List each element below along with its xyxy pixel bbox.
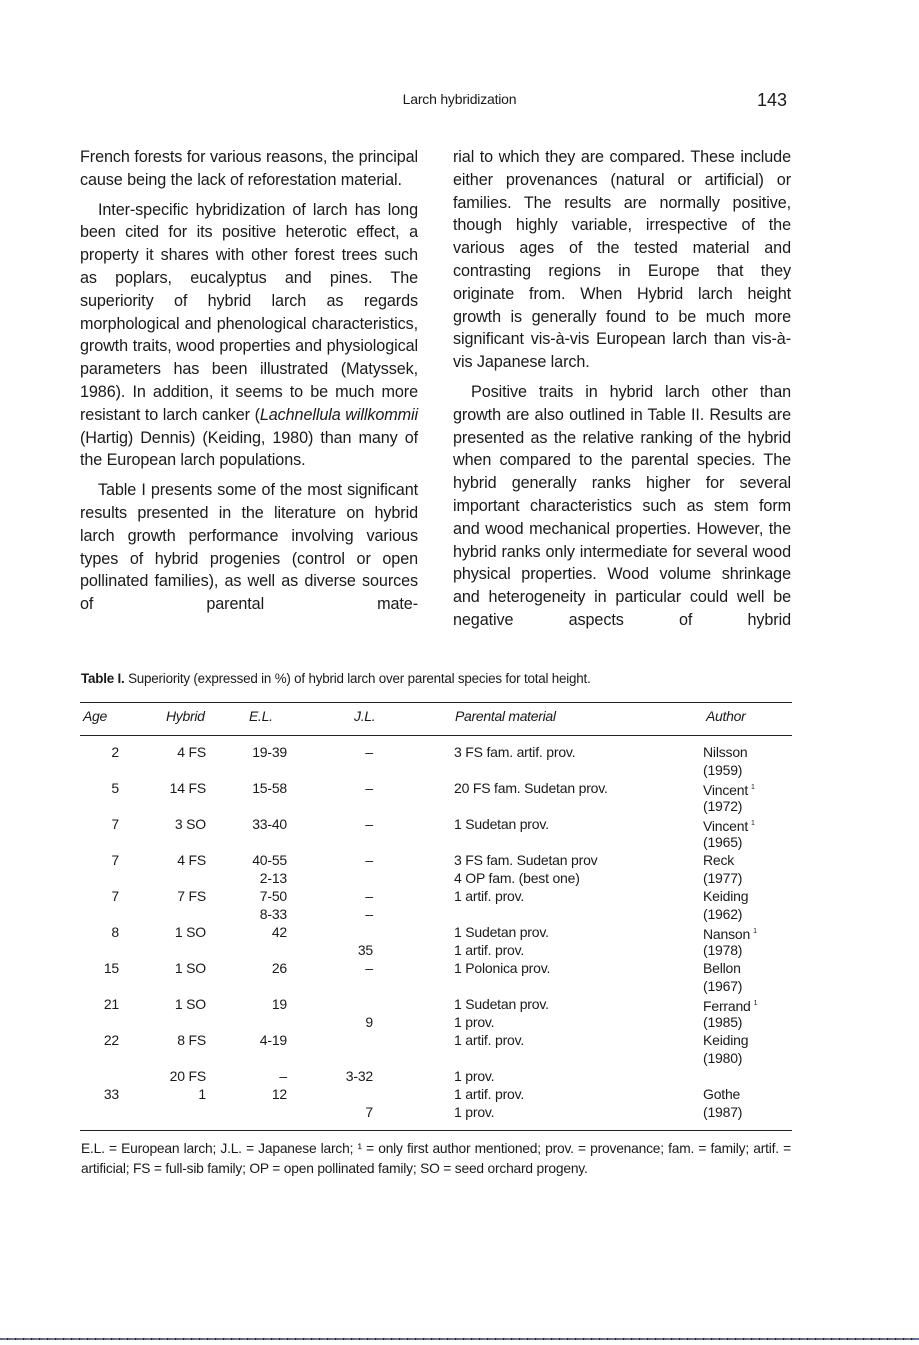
table-row	[0, 905, 919, 923]
cell-author	[703, 869, 742, 887]
header-jl: J.L.	[354, 708, 376, 724]
author-name: (1962)	[703, 906, 743, 922]
cell-jl: 7	[365, 1104, 373, 1120]
cell-age: 7	[111, 852, 119, 868]
cell-el: 26	[271, 960, 287, 976]
cell-author	[703, 923, 757, 943]
table-row	[0, 851, 919, 869]
header-hybrid: Hybrid	[166, 708, 205, 724]
table-row	[0, 869, 919, 887]
cell-age: 7	[111, 888, 119, 904]
cell-parental: 1 prov.	[454, 1014, 495, 1030]
author-name: Reck	[703, 852, 735, 868]
author-name: (1980)	[703, 1050, 743, 1066]
cell-parental: 1 artif. prov.	[454, 1032, 525, 1048]
cell-author	[703, 815, 755, 835]
cell-jl: –	[365, 780, 373, 796]
author-name: Vincent	[703, 782, 749, 798]
author-name: (1972)	[703, 798, 743, 814]
cell-parental: 1 Sudetan prov.	[454, 996, 549, 1012]
cell-age: 8	[111, 924, 119, 940]
author-name: (1985)	[703, 1014, 743, 1030]
running-title: Larch hybridization	[402, 91, 517, 107]
cell-hybrid: 1 SO	[174, 960, 206, 976]
header-parental: Parental material	[455, 708, 556, 724]
cell-author	[703, 797, 742, 815]
cell-author	[703, 977, 742, 995]
paragraph: rial to which they are compared. These include either provenances (natural or artificial) or families. The results are normally positive, though highly variable, irrespective of the various ages of the tested material and contrasting regions in Europe that they originate from. When Hybrid larch height growth is generally found to be much more significant vis-à-vis European larch than vis-à-vis Japanese larch.	[453, 148, 791, 372]
cell-jl: –	[365, 852, 373, 868]
cell-parental: 1 artif. prov.	[454, 888, 525, 904]
page-number: 143	[757, 90, 788, 110]
cell-author	[703, 743, 748, 761]
table-header-rule	[80, 735, 792, 736]
author-name: (1977)	[703, 870, 743, 886]
cell-age: 7	[111, 816, 119, 832]
cell-jl: –	[365, 816, 373, 832]
author-name: (1959)	[703, 762, 743, 778]
cell-el: 2-13	[259, 870, 287, 886]
cell-jl: 9	[365, 1014, 373, 1030]
cell-parental: 1 Sudetan prov.	[454, 924, 549, 940]
footnote-marker: 1	[751, 784, 755, 791]
cell-parental: 1 prov.	[454, 1068, 495, 1084]
cell-jl: –	[365, 744, 373, 760]
cell-hybrid: 4 FS	[177, 852, 206, 868]
cell-parental: 1 Polonica prov.	[454, 960, 551, 976]
left-column	[80, 146, 418, 616]
cell-parental: 20 FS fam. Sudetan prov.	[454, 780, 608, 796]
cell-jl: –	[365, 906, 373, 922]
cell-el: 8-33	[259, 906, 287, 922]
cell-el: –	[279, 1068, 287, 1084]
author-name: Ferrand	[703, 998, 751, 1014]
scan-artifact-line	[0, 1338, 919, 1340]
table-caption	[81, 671, 591, 686]
cell-hybrid: 3 SO	[174, 816, 206, 832]
cell-author	[703, 1013, 742, 1031]
table-row	[0, 761, 919, 779]
table-row	[0, 1031, 919, 1049]
cell-age: 22	[103, 1032, 119, 1048]
table-row	[0, 1049, 919, 1067]
cell-hybrid: 8 FS	[177, 1032, 206, 1048]
cell-jl: 35	[357, 942, 373, 958]
cell-el: 7-50	[259, 888, 287, 904]
cell-parental: 3 FS fam. Sudetan prov	[454, 852, 598, 868]
table-row	[0, 1103, 919, 1121]
table-caption-text: Superiority (expressed in %) of hybrid larch over parental species for total height.	[124, 671, 591, 686]
cell-author	[703, 851, 734, 869]
table-row	[0, 941, 919, 959]
header-el: E.L.	[249, 708, 273, 724]
cell-hybrid: 1 SO	[174, 924, 206, 940]
cell-author	[703, 833, 742, 851]
table-row	[0, 1067, 919, 1085]
cell-el: 15-58	[252, 780, 287, 796]
cell-hybrid: 1	[198, 1086, 206, 1102]
cell-author	[703, 941, 742, 959]
cell-el: 12	[271, 1086, 287, 1102]
cell-jl: –	[365, 888, 373, 904]
author-name: (1967)	[703, 978, 743, 994]
cell-hybrid: 14 FS	[169, 780, 206, 796]
cell-hybrid: 7 FS	[177, 888, 206, 904]
cell-parental: 3 FS fam. artif. prov.	[454, 744, 576, 760]
cell-author	[703, 1085, 740, 1103]
table-bottom-rule	[80, 1130, 792, 1131]
table-row	[0, 887, 919, 905]
table-row	[0, 797, 919, 815]
cell-author	[703, 779, 755, 799]
cell-parental: 1 artif. prov.	[454, 942, 525, 958]
author-name: Bellon	[703, 960, 741, 976]
table-row	[0, 1013, 919, 1031]
right-column	[453, 146, 791, 632]
table-caption-label: Table I.	[81, 671, 125, 686]
table-footnote: E.L. = European larch; J.L. = Japanese larch; ¹ = only first author mentioned; prov. = provenance; fam. = family; artif. = artificial; FS = full-sib family; OP = open pollinated family; SO = seed orchard progeny.	[81, 1141, 791, 1176]
paragraph	[80, 199, 418, 473]
cell-author	[703, 1031, 748, 1049]
cell-el: 19	[271, 996, 287, 1012]
cell-el: 19-39	[252, 744, 287, 760]
cell-hybrid: 20 FS	[169, 1068, 206, 1084]
cell-author	[703, 1049, 742, 1067]
cell-author	[703, 887, 748, 905]
author-name: (1965)	[703, 834, 743, 850]
cell-parental: 1 Sudetan prov.	[454, 816, 549, 832]
cell-parental: 1 artif. prov.	[454, 1086, 525, 1102]
header-age: Age	[83, 708, 108, 724]
cell-hybrid: 1 SO	[174, 996, 206, 1012]
cell-parental: 1 prov.	[454, 1104, 495, 1120]
author-name: Keiding	[703, 1032, 749, 1048]
table-row	[0, 1085, 919, 1103]
cell-author	[703, 995, 757, 1015]
paragraph: Positive traits in hybrid larch other than growth are also outlined in Table II. Results are presented as the relative ranking of the hybrid when compared to the parental species. The hybrid generally ranks higher for several important characteristics such as stem form and wood mechanical properties. However, the hybrid ranks only intermediate for several wood physical properties. Wood volume shrinkage and heterogeneity in particular could well be negative aspects of hybrid	[453, 382, 791, 629]
table-row	[0, 833, 919, 851]
paragraph-text: (Hartig) Dennis) (Keiding, 1980) than many of the European larch populations.	[80, 428, 418, 470]
paragraph-text: Inter-specific hybridization of larch has long been cited for its positive heterotic effect, a property it shares with other forest trees such as poplars, eucalyptus and pines. The superiority of hybrid larch as regards morphological and phenological characteristics, growth traits, wood properties and physiological parameters has been illustrated (Matyssek, 1986). In addition, it seems to be much more resistant to larch canker (	[80, 200, 418, 424]
cell-el: 42	[271, 924, 287, 940]
cell-el: 33-40	[252, 816, 287, 832]
cell-age: 2	[111, 744, 119, 760]
cell-author	[703, 1103, 742, 1121]
author-name: Vincent	[703, 818, 749, 834]
author-name: (1987)	[703, 1104, 743, 1120]
cell-age: 21	[103, 996, 119, 1012]
author-name: Nilsson	[703, 744, 748, 760]
author-name: Nanson	[703, 926, 751, 942]
table-row	[0, 779, 919, 797]
cell-jl: 3-32	[345, 1068, 373, 1084]
header-author: Author	[706, 708, 746, 724]
cell-age: 5	[111, 780, 119, 796]
cell-hybrid: 4 FS	[177, 744, 206, 760]
cell-parental: 4 OP fam. (best one)	[454, 870, 580, 886]
author-name: (1978)	[703, 942, 743, 958]
cell-el: 4-19	[259, 1032, 287, 1048]
cell-author	[703, 905, 742, 923]
table-row	[0, 743, 919, 761]
footnote-marker: 1	[753, 928, 757, 935]
table-row	[0, 815, 919, 833]
cell-author	[703, 761, 742, 779]
author-name: Keiding	[703, 888, 749, 904]
table-row	[0, 977, 919, 995]
species-name: Lachnellula willkommii	[259, 405, 419, 424]
footnote-marker: 1	[753, 1000, 758, 1007]
table-row	[0, 959, 919, 977]
author-name: Gothe	[703, 1086, 741, 1102]
paragraph: French forests for various reasons, the principal cause being the lack of reforestation material.	[80, 148, 418, 189]
table-row	[0, 923, 919, 941]
cell-age: 33	[103, 1086, 119, 1102]
cell-el: 40-55	[252, 852, 287, 868]
cell-author	[703, 959, 741, 977]
paragraph: Table I presents some of the most significant results presented in the literature on hybrid larch growth performance involving various types of hybrid progenies (control or open pollinated families), as well as diverse sources of parental mate-	[80, 481, 418, 614]
table-top-rule	[80, 702, 792, 703]
footnote-marker: 1	[751, 820, 755, 827]
table-row	[0, 995, 919, 1013]
cell-age: 15	[103, 960, 119, 976]
cell-jl: –	[365, 960, 373, 976]
